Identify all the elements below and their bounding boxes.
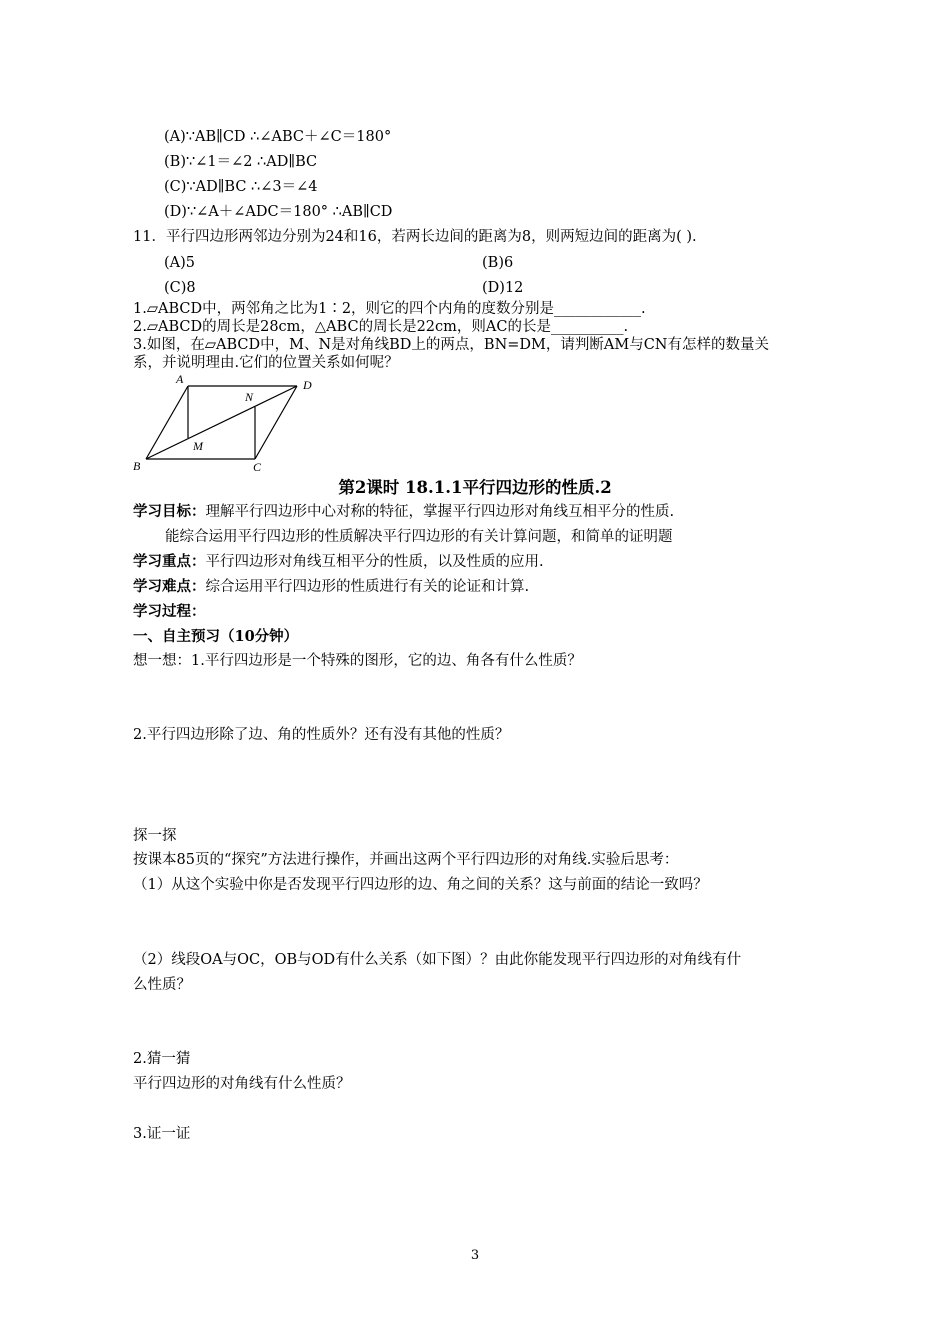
explore-question-1: （1）从这个实验中你是否发现平行四边形的边、角之间的关系？这与前面的结论一致吗？ [133, 877, 708, 893]
think-question-1: 想一想：1.平行四边形是一个特殊的图形，它的边、角各有什么性质？ [133, 653, 582, 669]
page-number: 3 [470, 1248, 480, 1263]
q10-option-c: (C)∵AD∥BC ∴∠3＝∠4 [164, 179, 318, 195]
explore-instructions: 按课本85页的“探究”方法进行操作，并画出这两个平行四边形的对角线.实验后思考： [133, 852, 679, 868]
difficulty-label: 学习难点： [133, 578, 206, 595]
label-b: B [133, 459, 141, 473]
parallelogram-figure [125, 372, 325, 472]
label-n: N [245, 390, 254, 404]
learning-difficulty [133, 577, 529, 597]
q11-option-c: (C)8 [164, 280, 196, 296]
goal-text-1: 理解平行四边形中心对称的特征，掌握平行四边形对角线互相平分的性质. [205, 504, 675, 520]
q11-option-d: (D)12 [482, 280, 524, 296]
label-c: C [253, 460, 262, 474]
learning-goal [133, 502, 674, 522]
exercise-1: 1.▱ABCD中，两邻角之比为1∶2，则它的四个内角的度数分别是____________. [133, 301, 646, 317]
prove-heading: 3.证一证 [133, 1126, 191, 1142]
think-question-2: 2.平行四边形除了边、角的性质外？还有没有其他的性质？ [133, 727, 510, 743]
q11-option-b: (B)6 [482, 255, 514, 271]
explore-question-2-line2: 么性质？ [133, 977, 191, 993]
key-text: 平行四边形对角线互相平分的性质，以及性质的应用. [205, 554, 544, 570]
key-label: 学习重点： [133, 553, 206, 570]
explore-question-2-line1: （2）线段OA与OC，OB与OD有什么关系（如下图）？由此你能发现平行四边形的对角线有什 [133, 952, 742, 968]
q11-stem: 11．平行四边形两邻边分别为24和16，若两长边间的距离为8，则两短边间的距离为( ). [133, 229, 697, 245]
exercise-3-line2: 系，并说明理由.它们的位置关系如何呢？ [133, 355, 399, 371]
label-m: M [193, 439, 203, 453]
exercise-3-line1: 3.如图，在▱ABCD中，M、N是对角线BD上的两点，BN=DM，请判断AM与CN有怎样的数量关 [133, 337, 769, 353]
goal-text-2: 能综合运用平行四边形的性质解决平行四边形的有关计算问题，和简单的证明题 [165, 529, 673, 545]
q10-option-d: (D)∵∠A＋∠ADC＝180° ∴AB∥CD [164, 204, 393, 220]
guess-heading: 2.猜一猜 [133, 1051, 191, 1067]
q11-option-a: (A)5 [164, 255, 196, 271]
label-d: D [303, 378, 312, 392]
section-1-heading: 一、自主预习（10分钟） [133, 628, 299, 645]
q10-option-b: (B)∵∠1＝∠2 ∴AD∥BC [164, 154, 318, 170]
label-a: A [176, 372, 184, 386]
exercise-2: 2.▱ABCD的周长是28cm，△ABC的周长是22cm，则AC的长是__________. [133, 319, 629, 335]
difficulty-text: 综合运用平行四边形的性质进行有关的论证和计算. [205, 579, 530, 595]
guess-question: 平行四边形的对角线有什么性质？ [133, 1076, 351, 1092]
q10-option-a: (A)∵AB∥CD ∴∠ABC＋∠C＝180° [164, 129, 392, 145]
learning-process-heading: 学习过程： [133, 603, 206, 620]
lesson-title: 第2课时 18.1.1平行四边形的性质.2 [338, 478, 612, 497]
learning-key-point [133, 552, 544, 572]
goal-label: 学习目标： [133, 503, 206, 520]
explore-heading: 探一探 [133, 828, 177, 844]
